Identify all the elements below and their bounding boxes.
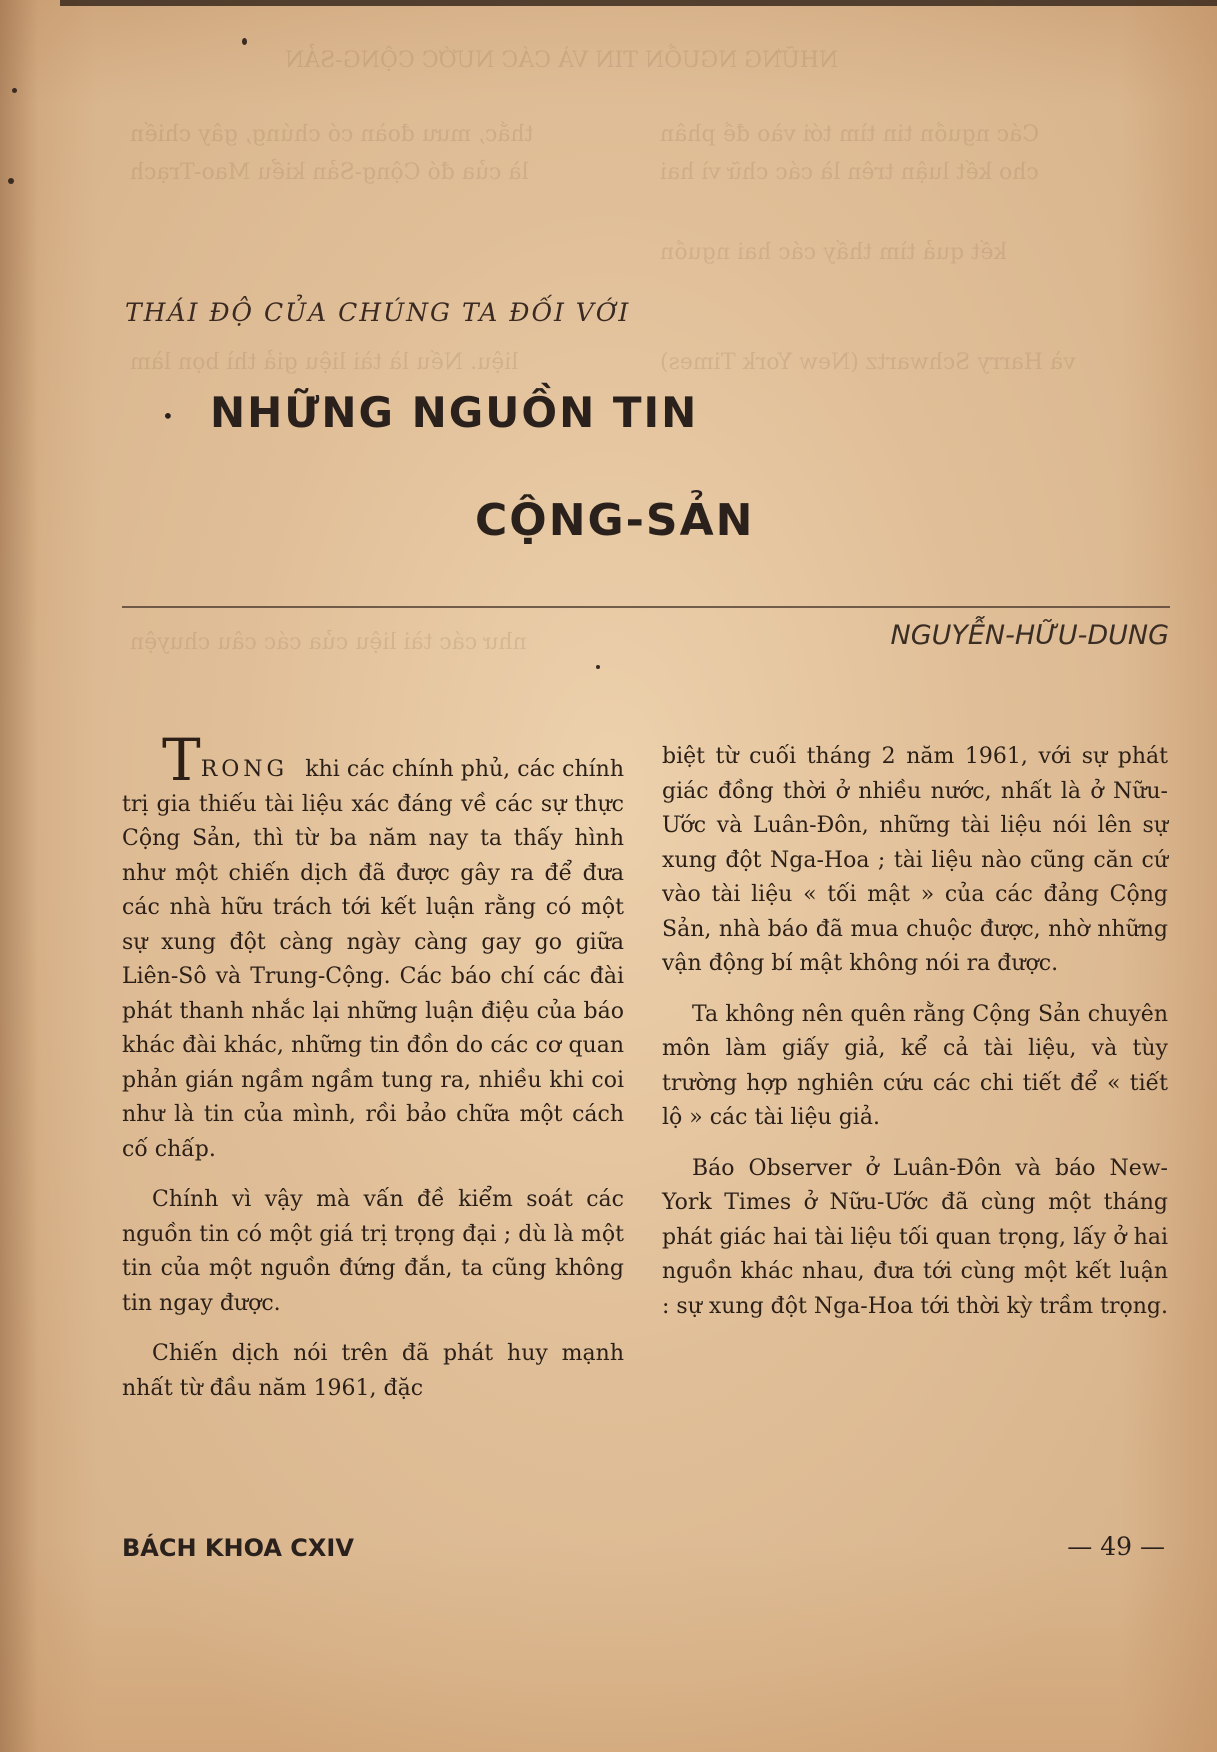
show-through-text: Các nguồn tin tìm tới vào đề phân: [660, 122, 1040, 147]
show-through-text: và Harry Schwartz (New York Times): [660, 350, 1076, 375]
page-number: — 49 —: [1067, 1532, 1165, 1561]
left-column: [122, 726, 624, 1422]
paper-speck: [242, 38, 247, 45]
paper-speck: [8, 178, 14, 184]
paragraph: Báo Observer ở Luân-Đôn và báo New-York Times ở Nữu-Ước đã cùng một tháng phát giác hai tài liệu tối quan trọng, lấy ở hai nguồn khác nhau, đưa tới cùng một kết luận : sự xung đột Nga-Hoa tới thời kỳ trầm trọng.: [662, 1155, 1168, 1319]
drop-cap-word: RONG: [200, 757, 289, 782]
paragraph: biệt từ cuối tháng 2 năm 1961, với sự phát giác đồng thời ở nhiều nước, nhất là ở Nữu-Ước và Luân-Đôn, những tài liệu nói lên sự xung đột Nga-Hoa ; tài liệu nào cũng căn cứ vào tài liệu « tối mật » của các đảng Cộng Sản, nhà báo đã mua chuộc được, nhờ những vận động bí mật không nói ra được.: [662, 744, 1168, 976]
right-column: [662, 740, 1168, 1340]
article-title-line2: CỘNG-SẢN: [475, 495, 755, 546]
show-through-text: như các tài liệu của các câu chuyện: [130, 630, 527, 655]
article-author: NGUYỄN-HỮU-DUNG: [890, 620, 1169, 651]
paper-speck: [596, 665, 600, 669]
article-title-line1: NHỮNG NGUỒN TIN: [210, 388, 699, 437]
drop-cap: T: [162, 726, 201, 794]
article-kicker: THÁI ĐỘ CỦA CHÚNG TA ĐỐI VỚI: [125, 298, 631, 327]
page-binding-shadow: [0, 0, 38, 1752]
title-bullet: •: [162, 404, 174, 428]
show-through-text: kết quả tìm thấy các hai nguồn: [660, 240, 1007, 265]
paragraph: [122, 726, 624, 1167]
magazine-footer: BÁCH KHOA CXIV: [122, 1534, 354, 1562]
show-through-text: NHỮNG NGUỒN TIN VÀ CÁC NƯỚC CỘNG-SẢN: [285, 48, 839, 73]
title-divider: [122, 606, 1170, 608]
paragraph: Chiến dịch nói trên đã phát huy mạnh nhất từ đầu năm 1961, đặc: [122, 1341, 624, 1401]
paragraph-text: khi các chính phủ, các chính trị gia thiếu tài liệu xác đáng về các sự thực Cộng Sản, thì từ ba năm nay ta thấy hình như một chiến dịch đã được gây ra để đưa các nhà hữu trách tới kết luận rằng có một sự xung đột càng ngày càng gay go giữa Liên-Sô và Trung-Cộng. Các báo chí các đài phát thanh nhắc lại những luận điệu của báo khác đài khác, những tin đồn do các cơ quan phản gián ngầm ngầm tung ra, nhiều khi coi như là tin của mình, rồi bảo chữa một cách cố chấp.: [122, 757, 624, 1162]
paragraph: Chính vì vậy mà vấn đề kiểm soát các nguồn tin có một giá trị trọng đại ; dù là một tin của một nguồn đứng đắn, ta cũng không tin ngay được.: [122, 1187, 624, 1316]
paragraph: Ta không nên quên rằng Cộng Sản chuyên môn làm giấy giả, kể cả tài liệu, và tùy trường hợp nghiên cứu các chi tiết để « tiết lộ » các tài liệu giả.: [662, 1001, 1168, 1130]
show-through-text: cho kết luận trên là các chữ vì hai: [660, 160, 1039, 185]
show-through-text: liệu. Nếu là tài liệu giả thì bọn làm: [130, 350, 519, 375]
page-top-edge: [60, 0, 1217, 6]
show-through-text: thắc, mưu đoàn có chúng, gây chiến: [130, 122, 534, 147]
show-through-text: là của đó Cộng-Sản kiểu Mao-Trạch: [130, 160, 529, 185]
paper-speck: [12, 88, 17, 93]
